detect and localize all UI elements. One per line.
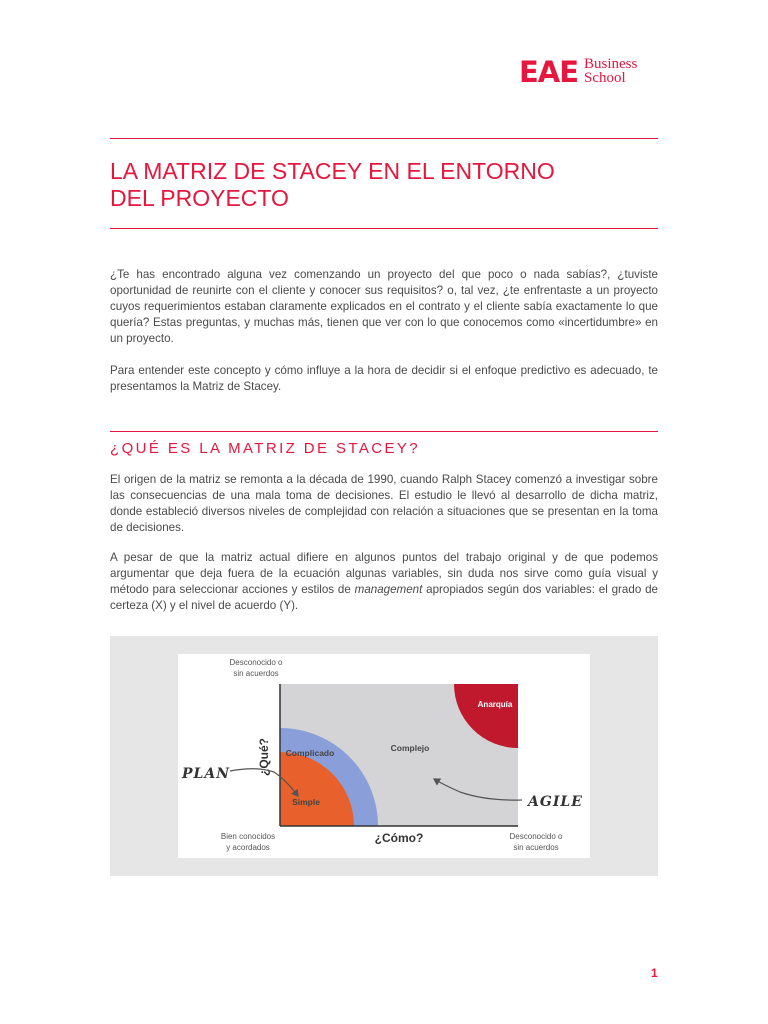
zone-label-simple: Simple	[292, 797, 320, 807]
corner-label-bottom-left-2: y acordados	[226, 843, 270, 852]
logo-mark: EAE	[519, 55, 579, 89]
page-title-line1: LA MATRIZ DE STACEY EN EL ENTORNO	[110, 158, 555, 184]
page-title	[110, 158, 658, 212]
stacey-matrix-figure	[178, 654, 590, 858]
section-paragraph-1: El origen de la matriz se remonta a la década de 1990, cuando Ralph Stacey comenzó a investigar sobre las consecuencias de una mala toma de decisiones. El estudio le llevó al desarrollo de dicha matriz, donde estableció diversos niveles de complejidad con relación a situaciones que se presentan en la toma de decisiones.	[110, 473, 658, 534]
corner-label-top-left-1: Desconocido o	[229, 658, 283, 667]
corner-label-bottom-right-1: Desconocido o	[509, 832, 563, 841]
intro-paragraph-1: ¿Te has encontrado alguna vez comenzando un proyecto del que poco o nada sabías?, ¿tuviste oportunidad de reunirte con el cliente y conocer sus requisitos? o, tal vez, ¿te enfrentaste a un proyecto cuyos requerimientos estaban claramente explicados en el contrato y el cliente sabía exactamente lo que quería? Estas preguntas, y muchas más, tienen que ver con lo que conocemos como «incertidumbre» en un proyecto.	[110, 268, 658, 345]
logo-name-line2: School	[584, 70, 626, 86]
zone-label-complex: Complejo	[390, 743, 430, 753]
x-axis-label: ¿Cómo?	[374, 831, 424, 845]
annotation-plan: Plan	[182, 766, 231, 782]
section-rule	[110, 431, 658, 432]
page-number: 1	[651, 966, 658, 980]
section-paragraph-2	[110, 550, 658, 614]
logo-name	[584, 57, 637, 85]
y-axis-label: ¿Qué?	[257, 738, 271, 776]
corner-label-bottom-left-1: Bien conocidos	[220, 832, 276, 841]
intro-paragraph-2: Para entender este concepto y cómo influye a la hora de decidir si el enfoque predictivo es adecuado, te presentamos la Matriz de Stacey.	[110, 364, 658, 393]
section-heading: ¿QUÉ ES LA MATRIZ DE STACEY?	[110, 440, 421, 457]
page-title-line2: DEL PROYECTO	[110, 185, 289, 211]
annotation-agile: Agile	[528, 794, 583, 810]
zone-label-complicated: Complicado	[285, 748, 335, 758]
eae-logo	[519, 56, 669, 90]
logo-name-line1: Business	[584, 56, 638, 72]
section-paragraph-2-end: apropiados según dos variables: el grado de certeza (X) y el nivel de acuerdo (Y).	[110, 583, 658, 612]
stacey-matrix-svg	[178, 654, 590, 858]
corner-label-top-left-2: sin acuerdos	[233, 669, 279, 678]
title-rule-top	[110, 138, 658, 139]
section-paragraph-2-italic: management	[354, 583, 423, 596]
section-paragraph-2-start: A pesar de que la matriz actual difiere en algunos puntos del trabajo original y de que podemos argumentar que deja fuera de la ecuación algunas variables, sin duda nos sirve como guía visual y método para seleccionar acciones y estilos de	[110, 551, 658, 596]
zone-label-anarchy: Anarquía	[477, 700, 513, 709]
corner-label-bottom-right-2: sin acuerdos	[513, 843, 559, 852]
title-rule-bottom	[110, 228, 658, 229]
